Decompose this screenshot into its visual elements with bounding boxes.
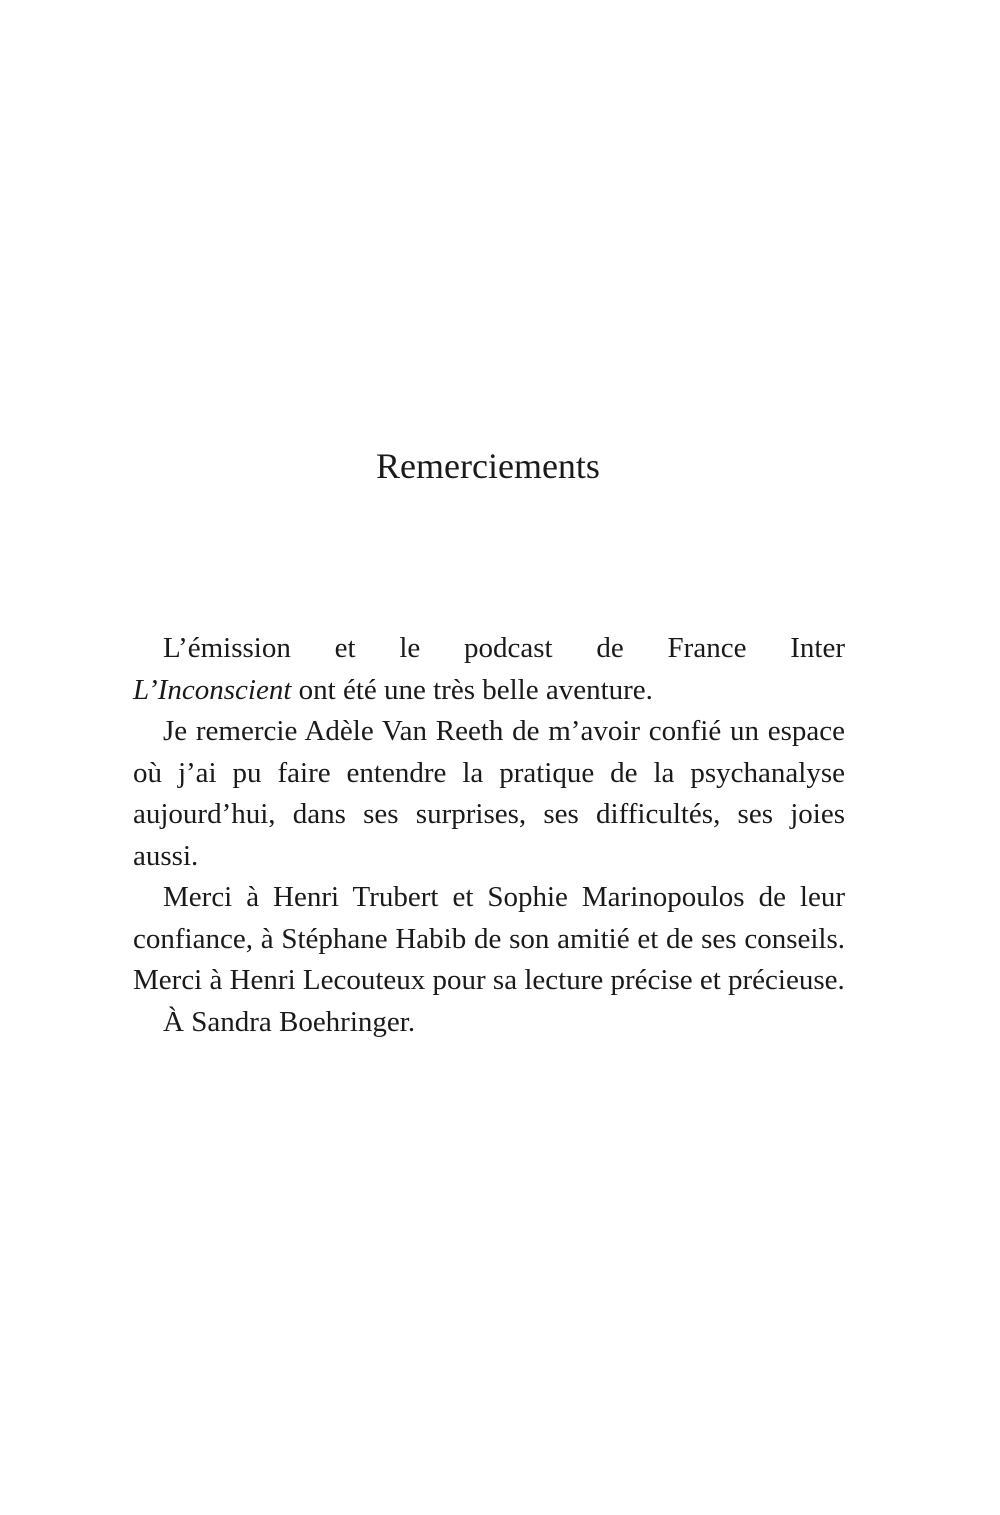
paragraph	[133, 628, 845, 711]
paragraph: À Sandra Boehringer.	[163, 1005, 416, 1038]
paragraph-text: L’émission et le podcast de France Inter	[163, 632, 845, 664]
paragraph: Merci à Henri Trubert et Sophie Marinopoulos de leur confiance, à Stéphane Habib de son amitié et de ses conseils. Merci à Henri Lecouteux pour sa lecture précise et précieuse.	[133, 881, 845, 996]
paragraph: Je remercie Adèle Van Reeth de m’avoir confié un espace où j’ai pu faire entendre la pratique de la psychanalyse aujourd’hui, dans ses surprises, ses difficultés, ses joies aussi.	[133, 715, 845, 872]
program-title: L’Inconscient	[133, 673, 292, 706]
page-title: Remerciements	[376, 446, 600, 486]
paragraph-text: ont été une très belle aventure.	[291, 673, 653, 706]
acknowledgements-body	[133, 628, 845, 1043]
